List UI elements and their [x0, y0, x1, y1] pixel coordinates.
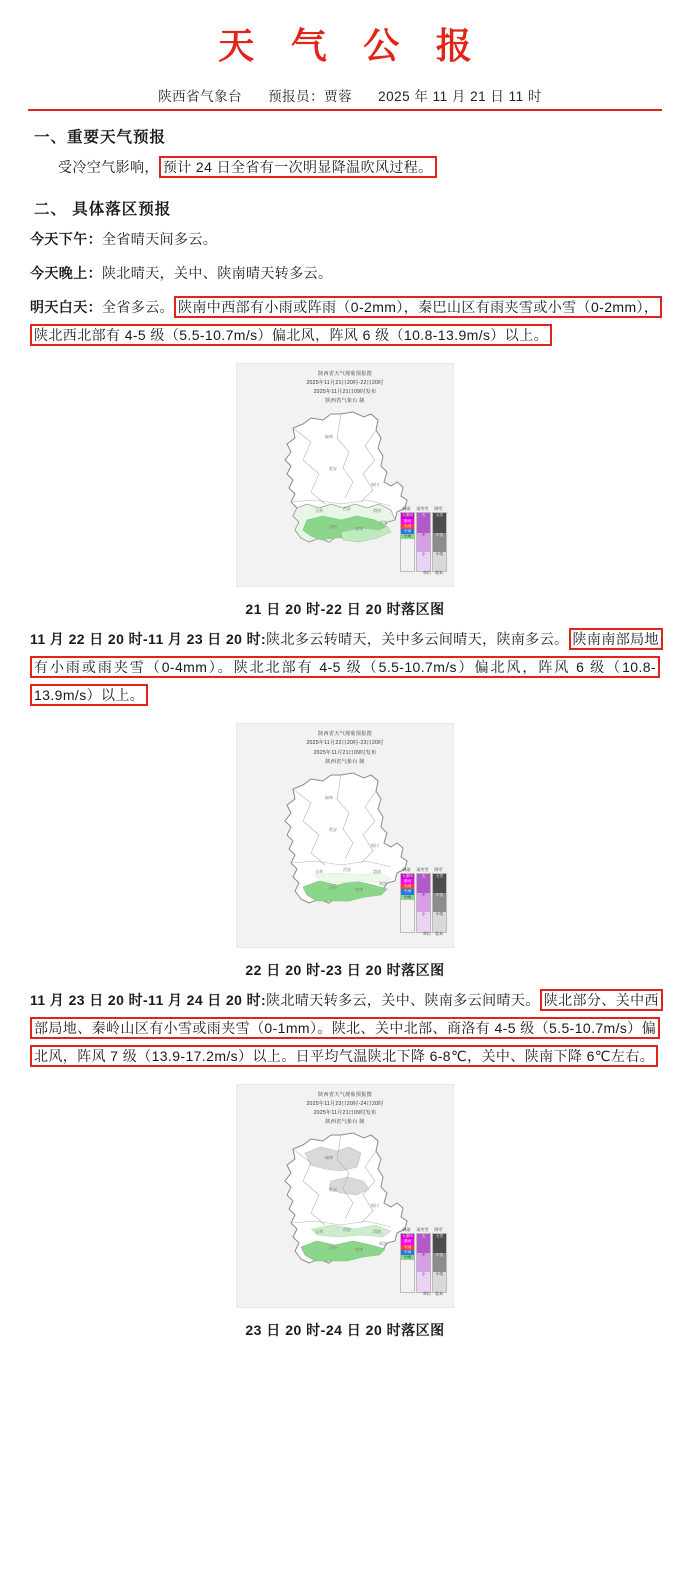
map-3-header-line-3: 2025年11月21日09时发布 [313, 1109, 377, 1116]
legend-snow-title: 降雪 [434, 866, 443, 872]
map-3-body [239, 1129, 451, 1299]
legend-sleet-bar: 大 中 小 [416, 512, 431, 572]
forecast-today-afternoon [30, 225, 660, 253]
forecast-22-23-text: 陕北多云转晴天，关中多云间晴天，陕南多云。 [266, 631, 569, 648]
svg-text:商洛: 商洛 [379, 1241, 387, 1247]
legend-sleet-title: 雨夹雪 [416, 866, 429, 872]
svg-text:榆林: 榆林 [325, 794, 333, 800]
legend-snow-title: 降雪 [434, 1226, 443, 1232]
map-2-header-line-4: 陕西省气象台 制 [325, 758, 365, 765]
map-3-legend [400, 1227, 445, 1293]
forecast-tomorrow-day-text: 全省多云。 [102, 299, 174, 315]
map-1-legend-unit: 单位：毫米 [423, 570, 443, 576]
map-2-body [239, 769, 451, 939]
svg-text:商洛: 商洛 [379, 520, 387, 526]
svg-text:西安: 西安 [343, 866, 351, 872]
forecast-tonight [30, 259, 660, 287]
map-1-body [239, 408, 451, 578]
svg-text:延安: 延安 [329, 1187, 337, 1193]
forecast-tonight-text: 陕北晴天，关中、陕南晴天转多云。 [102, 265, 333, 281]
legend-col-snow [432, 867, 445, 933]
svg-text:铜川: 铜川 [371, 1203, 379, 1209]
svg-text:安康: 安康 [355, 526, 363, 532]
legend-col-rain [400, 1227, 413, 1293]
map-1-header [239, 370, 451, 406]
svg-text:安康: 安康 [355, 886, 363, 892]
map-3-header-line-1: 陕西省天气现象预报图 [318, 1091, 372, 1098]
forecast-23-24-highlight: 陕北部分、关中西部局地、秦岭山区有小雪或雨夹雪（0-1mm）。陕北、关中北部、商洛有 4-5 级（5.5-10.7m/s）偏北风，阵风 7 级（13.9-17.2m/s）以上。日平均气温陕北下降 6-8℃，关中、陕南下降 6℃左右。 [30, 989, 663, 1067]
legend-sleet-title: 雨夹雪 [416, 506, 429, 512]
svg-text:延安: 延安 [329, 826, 337, 832]
legend-snow-bar: 大雪 中雪 小雪 [432, 512, 447, 572]
section-2-heading: 二、 具体落区预报 [34, 201, 172, 218]
legend-sleet-bar: 大 中 小 [416, 873, 431, 933]
issuing-office: 陕西省气象台 [158, 89, 243, 104]
svg-text:榆林: 榆林 [325, 434, 333, 440]
forecast-today-afternoon-text: 全省晴天间多云。 [102, 231, 218, 247]
figure-1-caption: 21 日 20 时-22 日 20 时落区图 [245, 601, 445, 618]
legend-rain-title: 降雨 [402, 506, 411, 512]
forecast-tomorrow-day-label: 明天白天： [30, 299, 102, 315]
svg-text:汉中: 汉中 [329, 1245, 337, 1251]
map-2-header-line-2: 2025年11月22日20时-23日20时 [306, 740, 384, 747]
svg-text:延安: 延安 [329, 466, 337, 472]
forecast-tomorrow-day [30, 293, 660, 349]
legend-snow-bar: 大雪 中雪 小雪 [432, 1233, 447, 1293]
legend-rain-title: 降雨 [402, 1226, 411, 1232]
legend-rain-bar: 大暴雨 暴雨 大雨 中雨 小雨 [400, 873, 415, 933]
svg-text:铜川: 铜川 [371, 842, 379, 848]
forecast-tonight-label: 今天晚上： [30, 265, 102, 281]
map-3-header-line-4: 陕西省气象台 制 [325, 1119, 365, 1126]
legend-col-sleet [416, 1227, 429, 1293]
forecast-22-23-highlight: 陕南南部局地有小雨或雨夹雪（0-4mm）。陕北北部有 4-5 级（5.5-10.7m/s）偏北风，阵风 6 级（10.8-13.9m/s）以上。 [30, 628, 663, 706]
svg-text:铜川: 铜川 [371, 482, 379, 488]
forecast-22-23-label: 11 月 22 日 20 时-11 月 23 日 20 时: [30, 631, 267, 648]
forecast-23-24-label: 11 月 23 日 20 时-11 月 24 日 20 时: [30, 991, 267, 1008]
svg-text:商洛: 商洛 [379, 880, 387, 886]
svg-text:西安: 西安 [343, 506, 351, 512]
page-title: 天 气 公 报 [218, 26, 484, 67]
svg-text:宝鸡: 宝鸡 [315, 868, 323, 874]
issue-datetime: 2025 年 11 月 21 日 11 时 [378, 89, 542, 104]
forecast-23-24 [30, 986, 660, 1070]
figure-22-23 [0, 723, 690, 979]
legend-col-rain [400, 506, 413, 572]
figure-2-caption: 22 日 20 时-23 日 20 时落区图 [245, 961, 445, 978]
forecaster-name: 预报员：贾蓉 [268, 89, 353, 104]
svg-text:汉中: 汉中 [329, 884, 337, 890]
svg-text:渭南: 渭南 [373, 1229, 381, 1235]
svg-text:宝鸡: 宝鸡 [315, 1229, 323, 1235]
map-2-header-line-1: 陕西省天气现象预报图 [318, 731, 372, 738]
map-card-2 [236, 723, 454, 947]
section-1-paragraph [30, 153, 660, 181]
svg-text:渭南: 渭南 [373, 508, 381, 514]
map-1-header-line-2: 2025年11月21日20时-22日20时 [306, 380, 384, 387]
svg-text:渭南: 渭南 [373, 868, 381, 874]
forecast-today-afternoon-label: 今天下午： [30, 231, 102, 247]
legend-rain-title: 降雨 [402, 866, 411, 872]
map-3-header [239, 1091, 451, 1127]
map-2-header [239, 730, 451, 766]
legend-sleet-title: 雨夹雪 [416, 1226, 429, 1232]
byline [28, 85, 662, 111]
map-2-legend-unit: 单位：毫米 [423, 930, 443, 936]
svg-text:汉中: 汉中 [329, 524, 337, 530]
section-1-text: 受冷空气影响， [58, 159, 159, 175]
figure-23-24 [0, 1084, 690, 1340]
legend-col-sleet [416, 867, 429, 933]
legend-col-snow [432, 1227, 445, 1293]
map-1-header-line-4: 陕西省气象台 制 [325, 398, 365, 405]
figure-3-caption: 23 日 20 时-24 日 20 时落区图 [245, 1322, 445, 1339]
legend-rain-bar: 大暴雨 暴雨 大雨 中雨 小雨 [400, 512, 415, 572]
forecast-22-23 [30, 625, 660, 709]
figure-21-22 [0, 363, 690, 619]
map-card-3 [236, 1084, 454, 1308]
svg-text:安康: 安康 [355, 1247, 363, 1253]
legend-col-snow [432, 506, 445, 572]
map-1-header-line-1: 陕西省天气现象预报图 [318, 371, 372, 377]
legend-sleet-bar: 大 中 小 [416, 1233, 431, 1293]
map-3-header-line-2: 2025年11月23日20时-24日20时 [306, 1100, 384, 1107]
forecast-tomorrow-day-highlight: 陕南中西部有小雨或阵雨（0-2mm），秦巴山区有雨夹雪或小雪（0-2mm），陕北西北部有 4-5 级（5.5-10.7m/s）偏北风，阵风 6 级（10.8-13.9m/s）以上。 [30, 296, 662, 346]
map-3-legend-unit: 单位：毫米 [423, 1291, 443, 1297]
svg-text:西安: 西安 [343, 1227, 351, 1233]
legend-rain-bar: 大暴雨 暴雨 大雨 中雨 小雨 [400, 1233, 415, 1293]
map-1-header-line-3: 2025年11月21日09时发布 [313, 389, 377, 396]
legend-col-sleet [416, 506, 429, 572]
legend-snow-title: 降雪 [434, 506, 443, 512]
forecast-23-24-text: 陕北晴天转多云，关中、陕南多云间晴天。 [266, 991, 540, 1008]
map-2-header-line-3: 2025年11月21日09时发布 [313, 749, 377, 756]
section-1-heading: 一、重要天气预报 [34, 129, 167, 146]
map-1-legend [400, 506, 445, 572]
legend-col-rain [400, 867, 413, 933]
svg-text:榆林: 榆林 [325, 1155, 333, 1161]
map-2-legend [400, 867, 445, 933]
map-card-1 [236, 363, 454, 587]
section-1-highlight: 预计 24 日全省有一次明显降温吹风过程。 [159, 156, 437, 178]
svg-text:宝鸡: 宝鸡 [315, 508, 323, 514]
legend-snow-bar: 大雪 中雪 小雪 [432, 873, 447, 933]
